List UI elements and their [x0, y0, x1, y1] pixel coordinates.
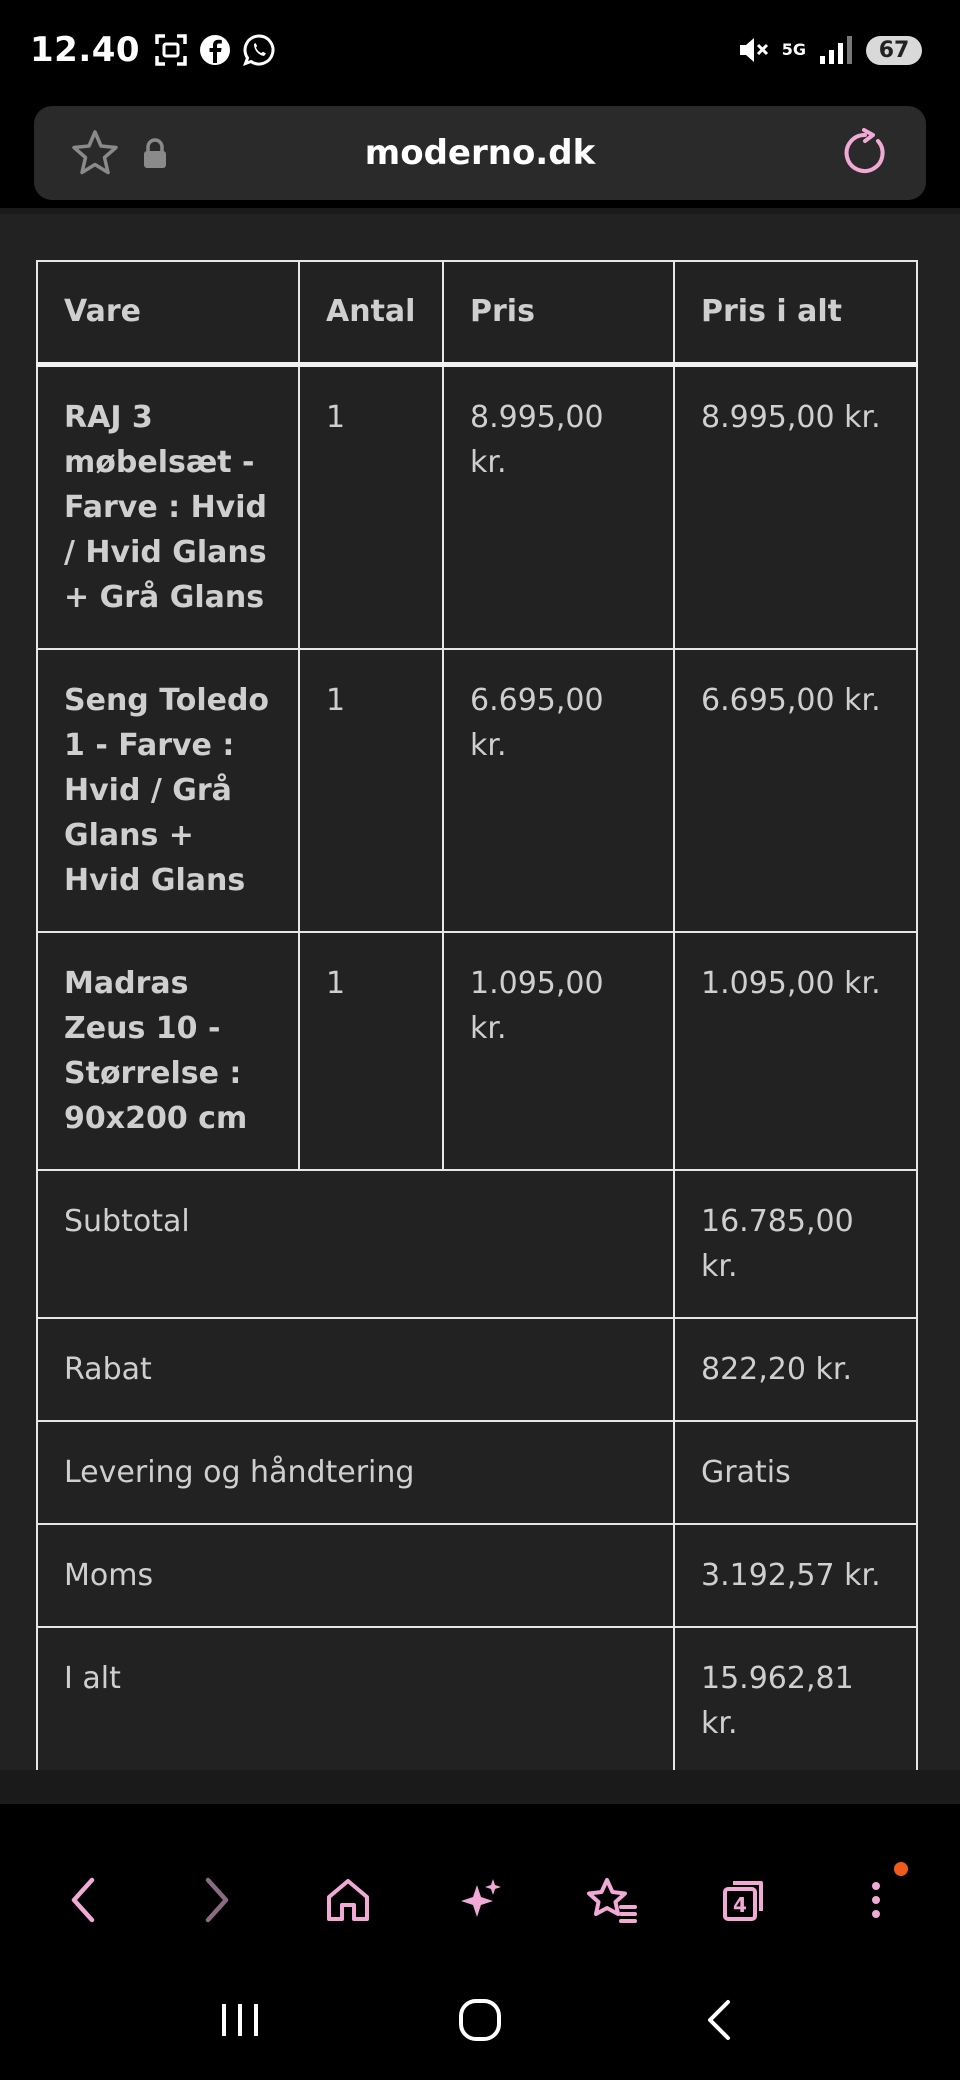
summary-row-subtotal [37, 1170, 917, 1318]
recent-apps-button[interactable] [200, 1980, 280, 2060]
back-button[interactable] [44, 1860, 124, 1940]
bookmark-star-icon[interactable] [70, 128, 120, 178]
forward-button[interactable] [176, 1860, 256, 1940]
item-price: 1.095,00 kr. [443, 932, 674, 1170]
summary-row-vat [37, 1524, 917, 1627]
header-antal: Antal [299, 261, 443, 365]
notification-dot [894, 1862, 908, 1876]
system-navigation-bar [0, 1960, 960, 2080]
bookmarks-button[interactable] [572, 1860, 652, 1940]
summary-value: 3.192,57 kr. [674, 1524, 917, 1627]
network-type: 5G [781, 40, 806, 59]
item-name: Madras Zeus 10 - Størrelse : 90x200 cm [37, 932, 299, 1170]
whatsapp-icon [242, 33, 276, 67]
item-name: Seng Toledo 1 - Farve : Hvid / Grå Glans + Hvid Glans [37, 649, 299, 932]
browser-url-area [0, 100, 960, 210]
summary-value: Gratis [674, 1421, 917, 1524]
screenshot-icon [154, 33, 188, 67]
summary-label: Moms [37, 1524, 674, 1627]
tab-count: 4 [733, 1893, 747, 1917]
chevron-left-icon [64, 1875, 104, 1925]
mute-icon [736, 34, 770, 66]
summary-label: Rabat [37, 1318, 674, 1421]
ai-assist-button[interactable] [440, 1860, 520, 1940]
url-text: moderno.dk [364, 133, 596, 173]
url-bar[interactable] [34, 106, 926, 200]
header-pris: Pris [443, 261, 674, 365]
order-summary-table [36, 260, 918, 1776]
item-quantity: 1 [299, 365, 443, 650]
item-quantity: 1 [299, 932, 443, 1170]
item-total: 1.095,00 kr. [674, 932, 917, 1170]
summary-value: 822,20 kr. [674, 1318, 917, 1421]
signal-icon [818, 34, 854, 66]
summary-label: Subtotal [37, 1170, 674, 1318]
more-vertical-icon [866, 1875, 886, 1925]
table-row [37, 365, 917, 650]
item-total: 6.695,00 kr. [674, 649, 917, 932]
bookmarks-star-list-icon [585, 1875, 639, 1925]
summary-row-shipping [37, 1421, 917, 1524]
page-footer-strip [0, 1770, 960, 1804]
header-pris-i-alt: Pris i alt [674, 261, 917, 365]
lock-icon[interactable] [142, 137, 168, 169]
back-nav-button[interactable] [680, 1980, 760, 2060]
tabs-icon [719, 1875, 769, 1925]
item-price: 6.695,00 kr. [443, 649, 674, 932]
tabs-button[interactable] [704, 1860, 784, 1940]
back-chevron-icon [700, 1996, 740, 2044]
status-bar [0, 0, 960, 100]
home-icon [323, 1875, 373, 1925]
home-nav-button[interactable] [440, 1980, 520, 2060]
sparkle-icon [455, 1875, 505, 1925]
item-price: 8.995,00 kr. [443, 365, 674, 650]
menu-button[interactable] [836, 1860, 916, 1940]
summary-label: Levering og håndtering [37, 1421, 674, 1524]
recent-apps-icon [218, 2000, 262, 2040]
home-circle-icon [456, 1996, 504, 2044]
chevron-right-icon [196, 1875, 236, 1925]
browser-toolbar [0, 1840, 960, 1960]
table-row [37, 649, 917, 932]
status-time: 12.40 [30, 30, 141, 70]
web-page-content [0, 214, 960, 1770]
summary-label: I alt [37, 1627, 674, 1775]
item-total: 8.995,00 kr. [674, 365, 917, 650]
home-button[interactable] [308, 1860, 388, 1940]
table-header-row [37, 261, 917, 365]
table-row [37, 932, 917, 1170]
facebook-icon [198, 33, 232, 67]
reload-icon[interactable] [840, 128, 890, 178]
summary-value: 16.785,00 kr. [674, 1170, 917, 1318]
header-vare: Vare [37, 261, 299, 365]
summary-value: 15.962,81 kr. [674, 1627, 917, 1775]
summary-row-total [37, 1627, 917, 1775]
item-name: RAJ 3 møbelsæt - Farve : Hvid / Hvid Glans + Grå Glans [37, 365, 299, 650]
summary-row-discount [37, 1318, 917, 1421]
battery-indicator: 67 [866, 36, 922, 65]
item-quantity: 1 [299, 649, 443, 932]
